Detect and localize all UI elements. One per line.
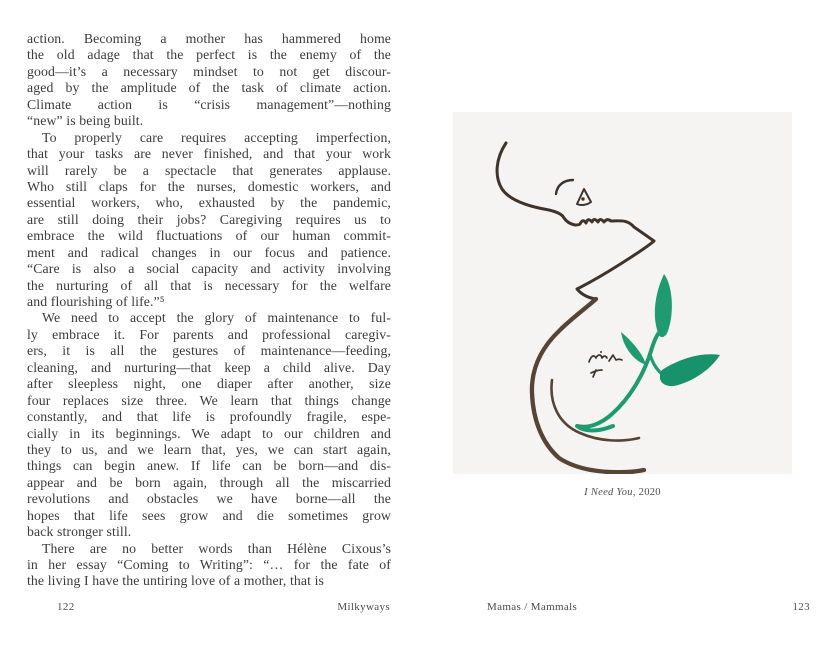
body-text-line: To properly care requires accepting imperfection, [42,129,391,145]
body-text-line: revolutions and obstacles we have borne—all the [27,491,391,507]
body-text-line: Who still claps for the nurses, domestic workers, and [27,178,391,194]
body-text-line: Climate action is “crisis management”—nothing [27,96,391,112]
plant-bud-leaf [655,274,672,337]
body-text-line: good—it’s a necessary mindset to not get discour- [27,63,391,79]
body-text-line: embrace the wild fluctuations of our human commit- [27,228,391,244]
figure-face-path [497,143,654,299]
body-text-line: cleaning, and nurturing—that keep a child alive. Day [27,359,391,375]
plant-left-leaf [621,332,645,364]
artwork-year: , 2020 [632,487,661,498]
body-text-line: ment and radical changes in our focus and patience. [27,244,391,260]
figure-belly-path [532,299,644,472]
fetus-marks [589,351,622,377]
body-text-line: things can begin anew. If life can be born—and dis- [27,458,391,474]
body-text-line: the living I have the untiring love of a mother, that is [27,573,325,589]
page-number-left: 122 [57,601,75,613]
plant-branch [650,355,662,374]
plant-right-leaf [660,354,720,386]
body-text-line: aged by the amplitude of the task of climate action. [27,80,391,96]
body-text-line: “Care is also a social capacity and activity involving [27,261,391,277]
eye-stroke [577,189,591,205]
illustration-drawing [453,112,792,474]
body-text-line: will rarely be a spectacle that generates applause. [27,162,391,178]
plant-stem [577,330,661,431]
body-text-line: four replaces size three. We learn that things change [27,392,391,408]
page-number-right: 123 [792,601,810,613]
running-footer-right: Mamas / Mammals [487,601,578,613]
eye-pupil-dot [581,197,584,200]
body-text-line: We need to accept the glory of maintenance to ful- [42,310,391,326]
artwork-title: I Need You [584,487,633,498]
artwork-panel [453,112,792,474]
body-text-line: constantly, and that life is profoundly fragile, espe- [27,409,391,425]
body-text-line: back stronger still. [27,524,132,540]
body-text-line: they to us, and we learn that, yes, we can start again, [27,441,391,457]
body-text-line: hopes that life sees grow and die sometimes grow [27,507,391,523]
body-text-line: the old adage that the perfect is the enemy of the [27,47,391,63]
body-text-line: and flourishing of life.”⁵ [27,294,165,309]
body-text-line: ly embrace it. For parents and professional caregiv- [27,326,391,342]
body-text-line: ers, it is all the gestures of maintenance—feeding, [27,343,391,359]
body-text-line: appear and be born again, through all the miscarried [27,474,391,490]
body-text-line: the nurturing of all that is necessary for the welfare [27,277,391,293]
body-text-line: in her essay “Coming to Writing”: “… for the fate of [27,557,391,572]
body-text-line: are still doing their jobs? Caregiving requires us to [27,211,391,227]
eyebrow-stroke [556,180,573,194]
body-text-line: that your tasks are never finished, and that your work [27,146,391,162]
body-text-line: cially in its beginnings. We adapt to our children and [27,425,391,441]
body-text-line: after sleepless night, one diaper after another, size [27,376,391,392]
body-text-line: action. Becoming a mother has hammered home [27,31,391,46]
body-text-line: essential workers, who, exhausted by the pandemic, [27,195,391,211]
body-text-line: There are no better words than Hélène Cixous’s [42,540,391,556]
running-footer-left: Milkyways [337,601,390,613]
body-text [27,31,391,590]
body-text-line: “new” is being built. [27,113,144,129]
artwork-caption [453,487,792,498]
